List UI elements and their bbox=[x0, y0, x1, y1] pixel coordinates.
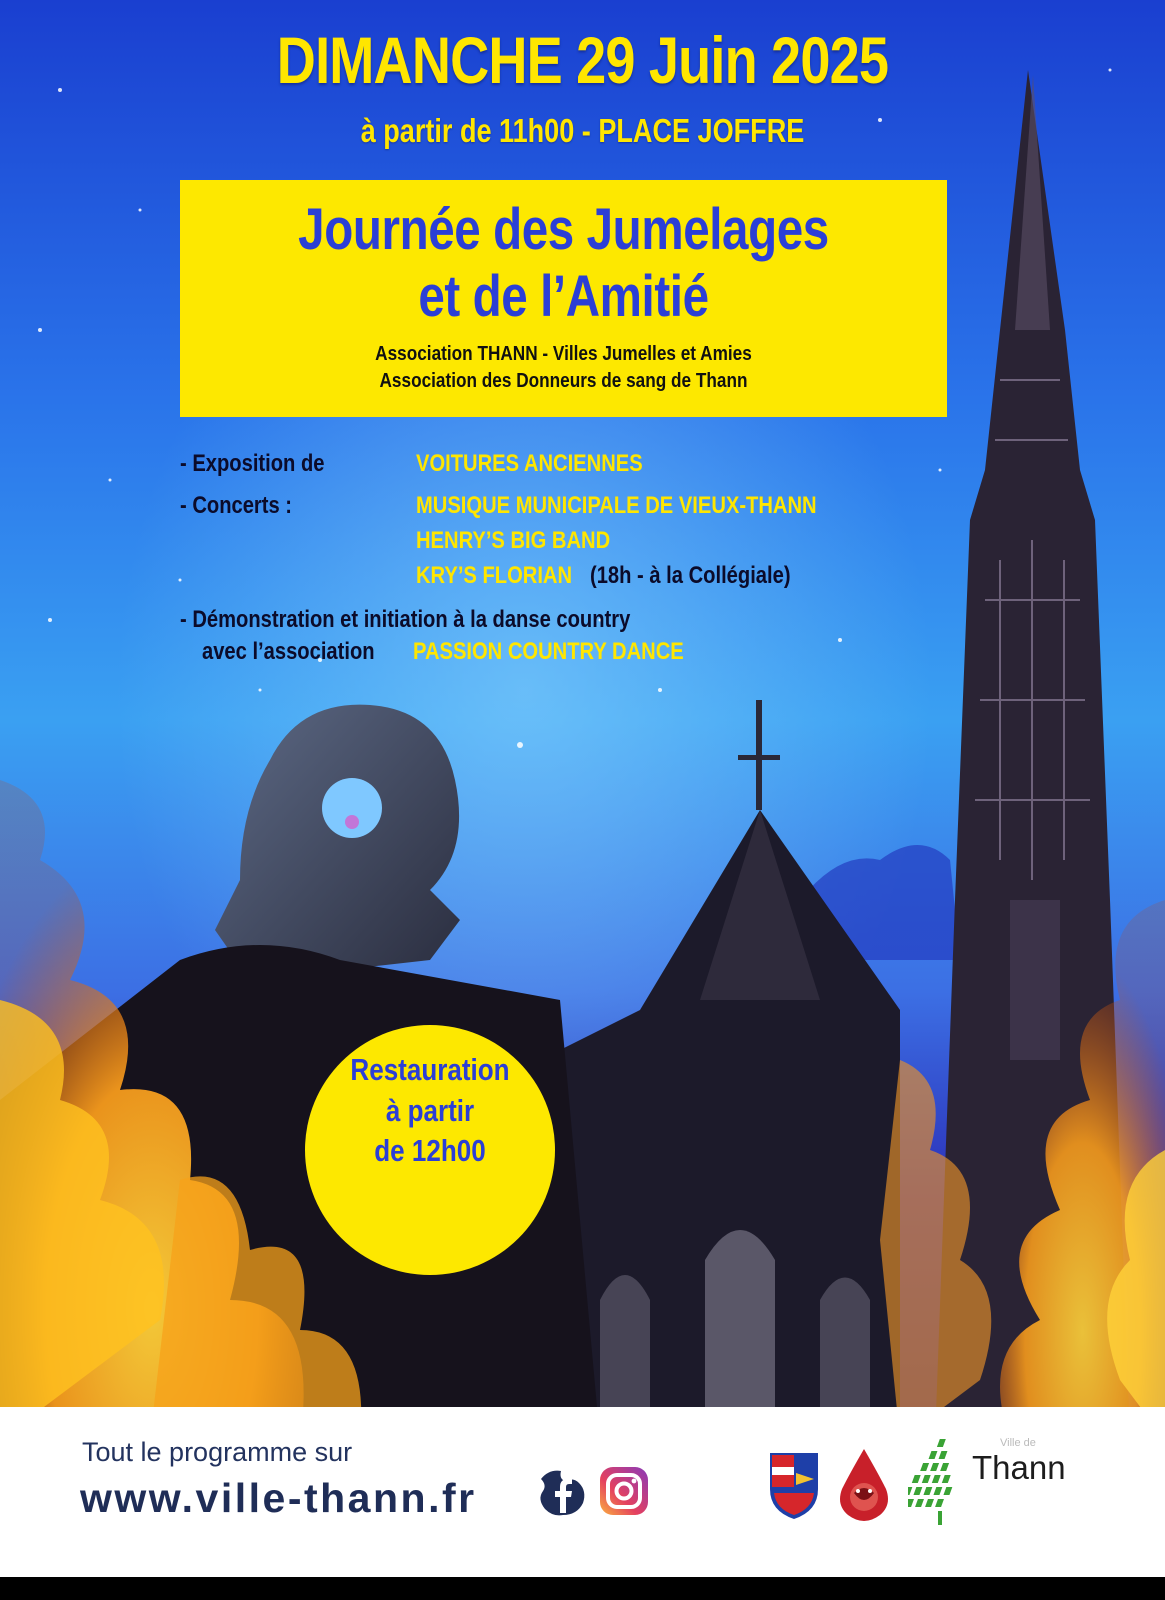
restauration-badge bbox=[305, 1025, 555, 1275]
event-title-line-2: et de l’Amitié bbox=[418, 264, 709, 329]
organizer-2: Association des Donneurs de sang de Thann bbox=[379, 370, 748, 392]
restauration-line-3: de 12h00 bbox=[374, 1133, 486, 1168]
exposition-value: VOITURES ANCIENNES bbox=[416, 450, 643, 477]
blood-drop-logo-icon bbox=[834, 1447, 894, 1523]
program-label: Tout le programme sur bbox=[82, 1437, 353, 1467]
bottom-black-bar bbox=[0, 1577, 1165, 1600]
title-box bbox=[180, 180, 947, 417]
footer bbox=[0, 1407, 1165, 1577]
event-date: DIMANCHE 29 Juin 2025 bbox=[276, 23, 889, 97]
concert-3: KRY’S FLORIAN bbox=[416, 562, 573, 589]
demo-line-2-value: PASSION COUNTRY DANCE bbox=[413, 638, 684, 665]
logo-thann-label: Thann bbox=[972, 1449, 1066, 1486]
coat-of-arms-icon bbox=[766, 1449, 822, 1521]
concert-2: HENRY’S BIG BAND bbox=[416, 527, 611, 554]
logo-ville-de-label: Ville de bbox=[1000, 1437, 1036, 1449]
website-link[interactable]: www.ville-thann.fr bbox=[80, 1475, 477, 1521]
instagram-icon[interactable] bbox=[598, 1465, 650, 1517]
restauration-line-1: Restauration bbox=[350, 1052, 510, 1087]
concerts-label: - Concerts : bbox=[180, 492, 293, 519]
event-title-line-1: Journée des Jumelages bbox=[298, 197, 829, 262]
demo-line-1: - Démonstration et initiation à la danse country bbox=[180, 606, 631, 633]
restauration-line-2: à partir bbox=[385, 1093, 475, 1128]
facebook-icon[interactable] bbox=[535, 1465, 591, 1521]
concert-1: MUSIQUE MUNICIPALE DE VIEUX-THANN bbox=[416, 492, 817, 519]
organizer-1: Association THANN - Villes Jumelles et Amies bbox=[375, 343, 752, 365]
exposition-label: - Exposition de bbox=[180, 450, 325, 477]
concert-3-note: (18h - à la Collégiale) bbox=[590, 562, 791, 589]
demo-line-2-label: avec l’association bbox=[202, 638, 375, 665]
event-time-place: à partir de 11h00 - PLACE JOFFRE bbox=[360, 112, 805, 149]
